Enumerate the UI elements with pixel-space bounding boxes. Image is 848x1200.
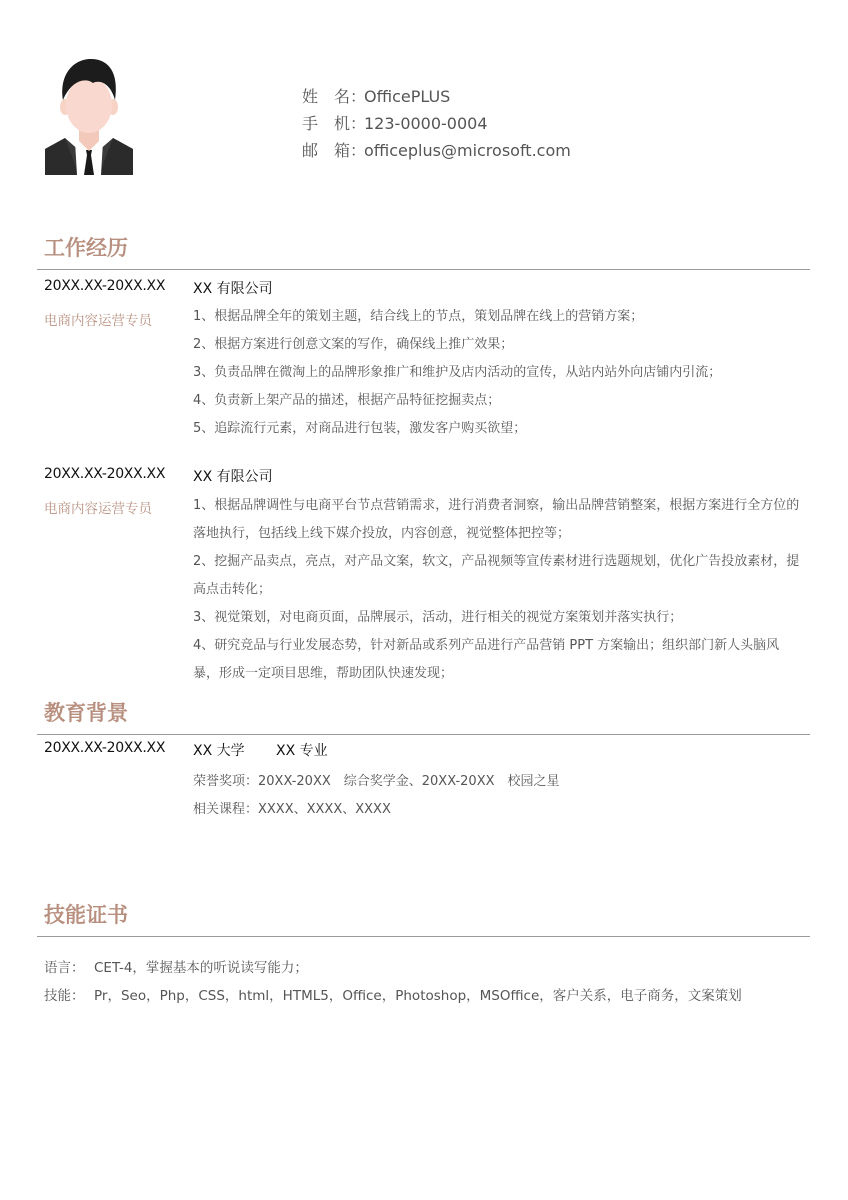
job-1-date: 20XX.XX-20XX.XX: [44, 278, 166, 294]
name-value: OfficePLUS: [364, 87, 451, 106]
language-row: [44, 956, 308, 976]
skills-value: Pr，Seo，Php，CSS，html，HTML5，Office，Photoshop，MSOffice，客户关系，电子商务，文案策划: [94, 988, 742, 1004]
skills-label: 技能：: [44, 988, 85, 1004]
job-1-role: 电商内容运营专员: [44, 313, 152, 329]
phone-value: 123-0000-0004: [364, 114, 488, 133]
name-row: [302, 86, 571, 113]
job-2-role: 电商内容运营专员: [44, 501, 152, 517]
education-section-title: 教育背景: [44, 701, 128, 725]
job-2-duties: [193, 492, 805, 688]
language-label: 语言：: [44, 960, 85, 976]
education-school: XX 大学: [193, 743, 245, 759]
job-1-duty: 2、根据方案进行创意文案的写作，确保线上推广效果；: [193, 337, 514, 352]
name-label: 姓 名：: [302, 87, 367, 106]
job-1-duty: 5、追踪流行元素，对商品进行包装，激发客户购买欲望；: [193, 421, 527, 436]
work-divider: [37, 269, 810, 270]
education-major: XX 专业: [276, 743, 328, 759]
work-section-title: 工作经历: [44, 236, 128, 260]
job-2-duty: 1、根据品牌调性与电商平台节点营销需求，进行消费者洞察，输出品牌营销整案，根据方案进行全方位的落地执行，包括线上线下媒介投放，内容创意，视觉整体把控等；: [193, 498, 800, 541]
job-1-company: XX 有限公司: [193, 281, 273, 297]
education-divider: [37, 734, 810, 735]
education-honors: 荣誉奖项：20XX-20XX 综合奖学金、20XX-20XX 校园之星: [193, 774, 560, 789]
job-2-duty: 3、视觉策划，对电商页面，品牌展示，活动，进行相关的视觉方案策划并落实执行；: [193, 610, 683, 625]
education-date: 20XX.XX-20XX.XX: [44, 740, 166, 756]
profile-avatar: [45, 55, 133, 175]
skills-row: [44, 984, 742, 1004]
email-value: officeplus@microsoft.com: [364, 141, 571, 160]
job-2-duty: 2、挖掘产品卖点，亮点，对产品文案，软文，产品视频等宣传素材进行选题规划，优化广告投放素材，提高点击转化；: [193, 554, 800, 597]
phone-label: 手 机：: [302, 114, 367, 133]
job-1-duty: 4、负责新上架产品的描述，根据产品特征挖掘卖点；: [193, 393, 501, 408]
email-row: [302, 140, 571, 167]
job-1-duty: 1、根据品牌全年的策划主题，结合线上的节点，策划品牌在线上的营销方案；: [193, 309, 644, 324]
skills-divider: [37, 936, 810, 937]
job-1-duty: 3、负责品牌在微淘上的品牌形象推广和维护及店内活动的宣传，从站内站外向店铺内引流；: [193, 365, 722, 380]
job-1-duties: [193, 303, 805, 443]
job-2-date: 20XX.XX-20XX.XX: [44, 466, 166, 482]
contact-info: [302, 86, 571, 167]
job-2-company: XX 有限公司: [193, 469, 273, 485]
phone-row: [302, 113, 571, 140]
job-2-duty: 4、研究竞品与行业发展态势，针对新品或系列产品进行产品营销 PPT 方案输出；组织部门新人头脑风暴，形成一定项目思维，帮助团队快速发现；: [193, 638, 780, 681]
skills-section-title: 技能证书: [44, 903, 128, 927]
email-label: 邮 箱：: [302, 141, 367, 160]
education-courses: 相关课程：XXXX、XXXX、XXXX: [193, 802, 391, 817]
language-value: CET-4，掌握基本的听说读写能力；: [94, 960, 308, 976]
